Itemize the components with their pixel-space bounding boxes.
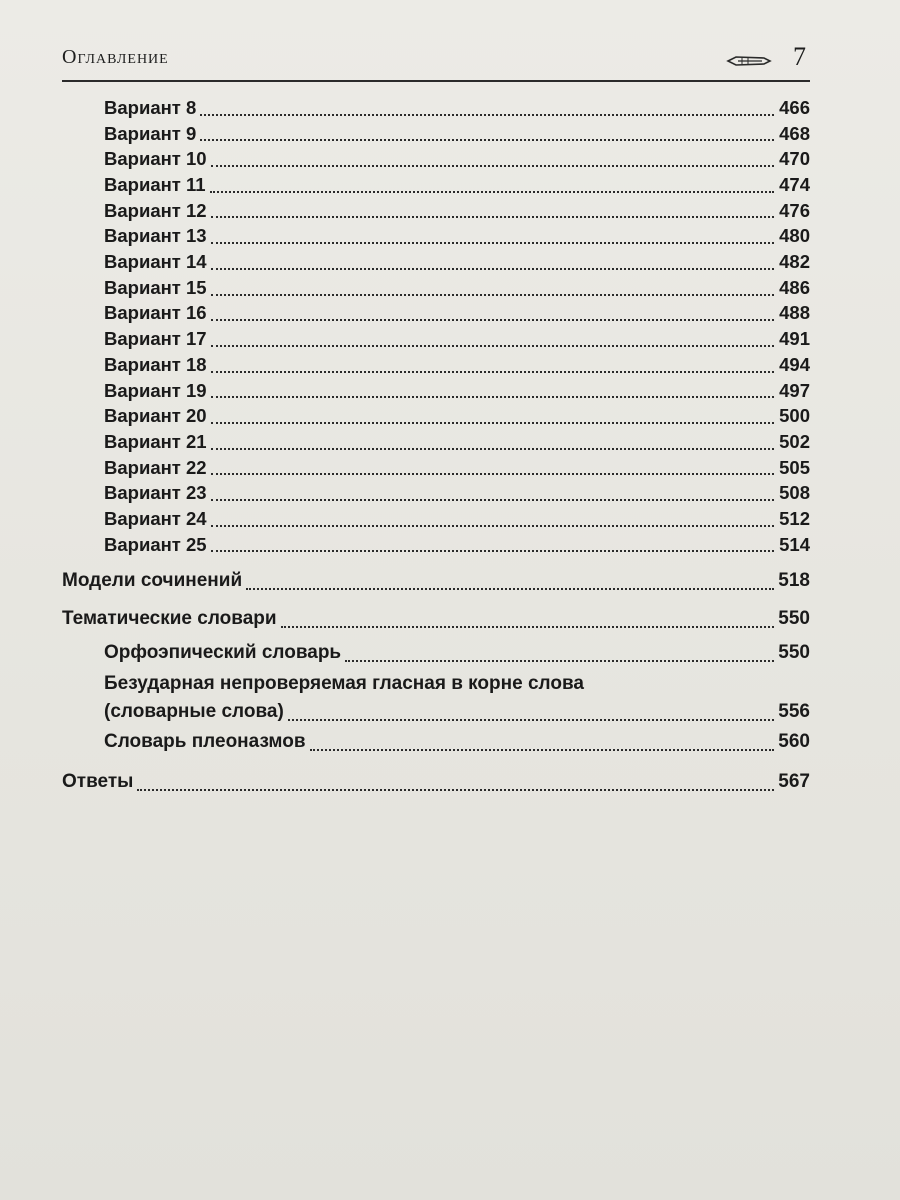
toc-entry-variant[interactable] <box>62 223 810 249</box>
toc-entry-label: Тематические словари <box>62 608 277 630</box>
toc-entry-label: Вариант 12 <box>104 199 207 221</box>
leader-dots <box>345 640 774 662</box>
toc-entry-label: Словарь плеоназмов <box>104 731 306 753</box>
toc-entry-answers[interactable] <box>62 768 810 796</box>
toc-entry-variant[interactable] <box>62 326 810 352</box>
toc-entry-variant[interactable] <box>62 352 810 378</box>
toc-entry-label: Вариант 21 <box>104 430 207 452</box>
toc-entry-unstressed[interactable] <box>62 698 810 726</box>
toc-entry-label: Орфоэпический словарь <box>104 642 342 664</box>
leader-dots <box>211 428 774 450</box>
toc-entry-page: 508 <box>779 482 810 504</box>
toc-entry-page: 514 <box>779 533 810 555</box>
toc-entry-page: 505 <box>779 456 810 478</box>
toc-entry-page: 480 <box>779 225 810 247</box>
toc-entry-page: 556 <box>778 701 810 723</box>
toc-entry-page: 474 <box>779 174 810 196</box>
toc-entry-label: Вариант 11 <box>104 174 206 196</box>
toc-entry-page: 550 <box>778 608 810 630</box>
page-number: 7 <box>793 42 806 71</box>
toc-entry-unstressed-line1[interactable]: Безударная непроверяемая гласная в корне слова <box>104 673 584 695</box>
toc-entry-page: 476 <box>779 199 810 221</box>
toc-entry-page: 567 <box>778 771 810 793</box>
toc-entry-variant[interactable] <box>62 403 810 429</box>
leader-dots <box>210 171 774 193</box>
leader-dots <box>211 145 774 167</box>
toc-entry-variant[interactable] <box>62 95 810 121</box>
toc-entry-variant[interactable] <box>62 275 810 301</box>
leader-dots <box>211 453 774 475</box>
toc-entry-page: 500 <box>779 405 810 427</box>
leader-dots <box>211 274 774 296</box>
leader-dots <box>211 505 774 527</box>
toc-entry-page: 560 <box>778 731 810 753</box>
toc-entry-label: Вариант 24 <box>104 507 207 529</box>
toc-entry-label: Вариант 10 <box>104 148 207 170</box>
toc-entry-variant[interactable] <box>62 146 810 172</box>
toc-entry-page: 497 <box>779 379 810 401</box>
toc-entry-dictionaries[interactable] <box>62 605 810 633</box>
leader-dots <box>310 729 774 751</box>
toc-entry-label: Вариант 23 <box>104 482 207 504</box>
toc-entry-label: Модели сочинений <box>62 570 243 592</box>
toc-entry-page: 470 <box>779 148 810 170</box>
toc-entry-page: 486 <box>779 276 810 298</box>
toc-entry-variant[interactable] <box>62 121 810 147</box>
toc-entry-page: 491 <box>779 328 810 350</box>
leader-dots <box>211 222 774 244</box>
toc-entry-label: Вариант 13 <box>104 225 207 247</box>
variant-list <box>62 95 810 557</box>
toc-entry-pleonasms[interactable] <box>62 728 810 756</box>
toc-entry-models[interactable] <box>62 567 810 595</box>
toc-entry-page: 466 <box>779 96 810 118</box>
leader-dots <box>211 196 774 218</box>
leader-dots <box>288 699 774 721</box>
toc-entry-label: Вариант 19 <box>104 379 207 401</box>
toc-entry-variant[interactable] <box>62 249 810 275</box>
pen-icon <box>726 52 772 70</box>
table-of-contents <box>62 95 810 796</box>
toc-entry-label: Вариант 20 <box>104 405 207 427</box>
toc-entry-variant[interactable] <box>62 429 810 455</box>
toc-entry-orthoepic[interactable] <box>62 639 810 667</box>
toc-entry-variant[interactable] <box>62 301 810 327</box>
toc-entry-label: (словарные слова) <box>104 701 284 723</box>
leader-dots <box>211 351 774 373</box>
leader-dots <box>246 568 774 590</box>
toc-entry-page: 494 <box>779 353 810 375</box>
toc-entry-label: Вариант 18 <box>104 353 207 375</box>
leader-dots <box>211 402 774 424</box>
toc-entry-label: Вариант 15 <box>104 276 207 298</box>
leader-dots <box>211 479 774 501</box>
header-title: Оглавление <box>62 46 169 68</box>
toc-entry-label: Вариант 14 <box>104 251 207 273</box>
toc-entry-variant[interactable] <box>62 480 810 506</box>
toc-entry-page: 502 <box>779 430 810 452</box>
toc-entry-variant[interactable] <box>62 455 810 481</box>
toc-entry-variant[interactable] <box>62 172 810 198</box>
toc-entry-variant[interactable] <box>62 198 810 224</box>
toc-entry-label: Вариант 22 <box>104 456 207 478</box>
running-header <box>62 40 810 82</box>
leader-dots <box>211 530 774 552</box>
toc-entry-label: Ответы <box>62 771 134 793</box>
toc-entry-label: Вариант 25 <box>104 533 207 555</box>
toc-entry-page: 512 <box>779 507 810 529</box>
toc-entry-label: Вариант 17 <box>104 328 207 350</box>
leader-dots <box>281 606 774 628</box>
toc-entry-variant[interactable] <box>62 532 810 558</box>
toc-entry-variant[interactable] <box>62 506 810 532</box>
toc-entry-label: Вариант 8 <box>104 96 197 118</box>
toc-entry-page: 518 <box>778 570 810 592</box>
toc-entry-label: Вариант 9 <box>104 122 197 144</box>
toc-entry-page: 488 <box>779 302 810 324</box>
toc-entry-page: 550 <box>778 642 810 664</box>
leader-dots <box>211 248 774 270</box>
leader-dots <box>200 119 774 141</box>
toc-entry-variant[interactable] <box>62 378 810 404</box>
leader-dots <box>211 299 774 321</box>
toc-entry-page: 468 <box>779 122 810 144</box>
leader-dots <box>211 376 774 398</box>
toc-entry-page: 482 <box>779 251 810 273</box>
leader-dots <box>200 94 774 116</box>
leader-dots <box>211 325 774 347</box>
leader-dots <box>137 769 774 791</box>
toc-entry-label: Вариант 16 <box>104 302 207 324</box>
